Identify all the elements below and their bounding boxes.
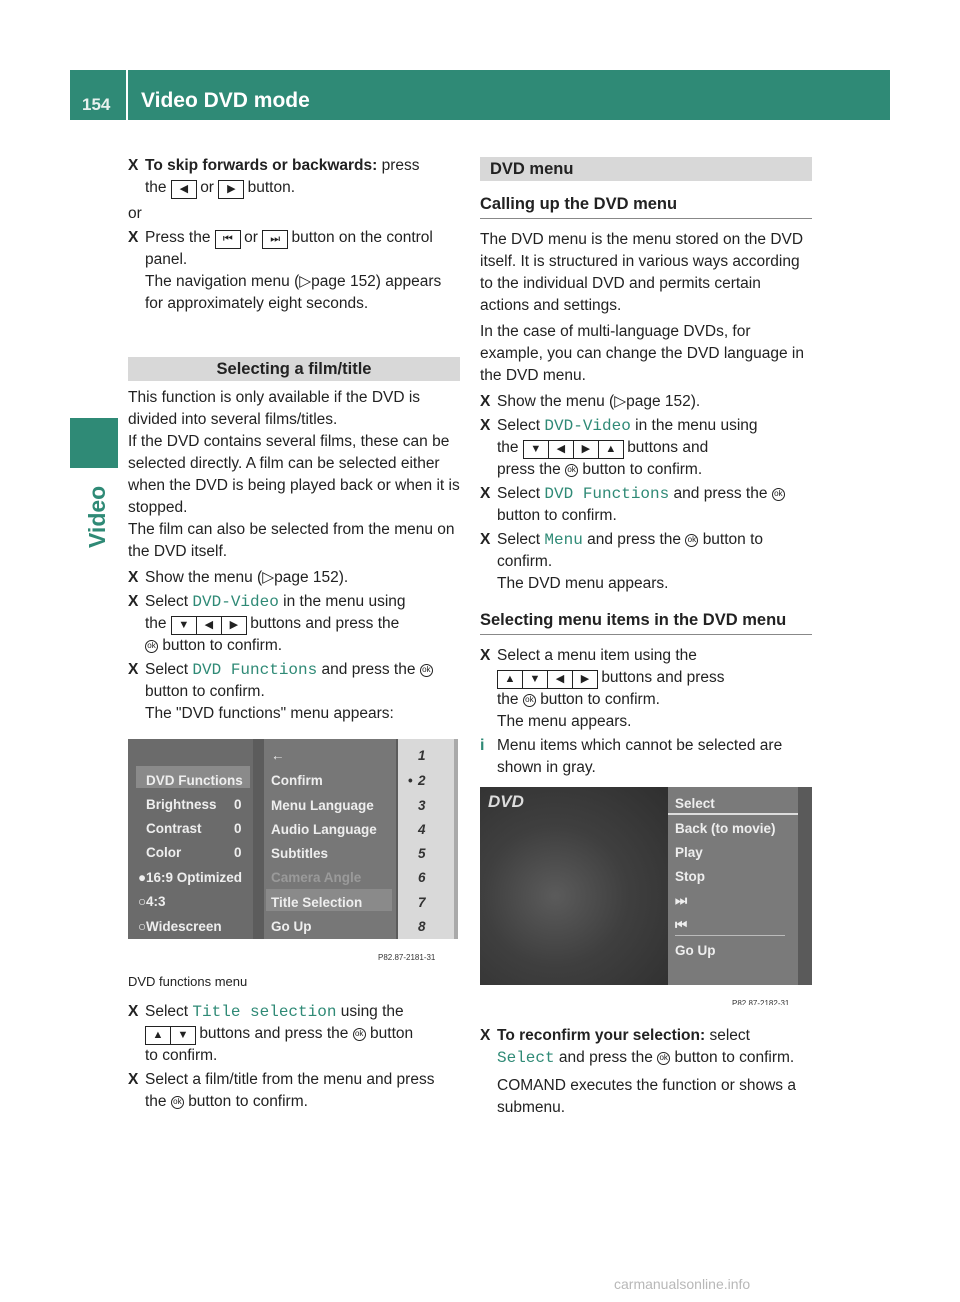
step-text: or [200,179,214,197]
ok-button-icon: ok [685,534,698,547]
figure-caption: DVD functions menu [128,974,248,990]
step-marker: X [128,1003,139,1021]
reconfirm-step [480,1025,812,1119]
screen-menu-item: Color [146,845,182,861]
menu-item-menu: Menu [544,531,583,550]
screen-menu-item: Title Selection [271,895,363,911]
down-arrow-icon: ▼ [170,1026,196,1045]
select-menu-step [480,529,812,595]
step-text: confirm. [497,553,553,571]
ok-button-icon: ok [772,488,785,501]
screen-menu-item: Go Up [675,943,716,959]
screen-menu-item: Widescreen [146,919,222,935]
down-arrow-icon: ▼ [523,440,549,459]
dvd-logo: DVD [488,792,524,812]
dvd-menu-screenshot [480,787,812,1005]
right-arrow-icon: ▶ [573,440,599,459]
subheading-calling-up: Calling up the DVD menu [480,193,812,219]
screen-menu-value: 0 [234,797,242,813]
step-marker: X [128,593,139,611]
screen-menu-item: Subtitles [271,846,329,862]
ok-button-icon: ok [523,694,536,707]
show-menu-step [480,391,812,413]
paragraph: The DVD menu is the menu stored on the DVD itself. It is structured in various ways according to the individual DVD and permits certain actions and settings. [480,231,804,314]
ok-button-icon: ok [353,1028,366,1041]
step-label: To skip forwards or backwards: [145,157,378,174]
select-dvd-video-step [128,591,460,657]
select-title-step [128,1001,460,1067]
screen-menu-item: Confirm [271,773,323,789]
press-step [128,227,460,315]
ok-button-icon: ok [420,664,433,677]
step-text: Show the menu ( [497,393,615,410]
step-result: COMAND executes the function or shows a submenu. [497,1077,796,1117]
info-note [480,735,812,779]
step-result: The navigation menu ( [145,273,300,291]
step-text: and press the [673,485,768,503]
step-marker: X [128,157,139,174]
ok-button-icon: ok [565,464,578,477]
step-text: the [145,179,167,197]
section-tab-block [70,418,118,468]
step-text: using the [340,1003,404,1021]
step-marker: X [480,393,491,410]
step-marker: X [480,647,491,665]
figure-reference-code: P82.87-2181-31 [378,953,436,962]
subheading-selecting-items: Selecting menu items in the DVD menu [480,609,812,635]
screen-number: 1 [418,748,426,764]
step-marker: X [128,229,139,247]
step-text: press [381,157,420,174]
ok-button-icon: ok [657,1052,670,1065]
step-marker: X [128,569,139,587]
select-dvd-functions-step [128,659,460,725]
up-arrow-icon: ▲ [145,1026,171,1045]
screen-number: 3 [418,798,426,814]
step-text: the [497,691,519,709]
figure-reference-code: P82.87-2182-31 [732,999,790,1006]
menu-item-select: Select [497,1049,555,1068]
step-text: buttons and press [601,669,725,687]
screen-number: 7 [418,895,426,911]
radio-empty-icon: ○ [138,894,147,910]
menu-item-dvd-video: DVD-Video [544,417,631,435]
ok-button-icon: ok [171,1096,184,1109]
step-text: button [370,1025,414,1043]
step-text: and press the [558,1049,653,1067]
step-text: page 152). [626,393,701,410]
screen-menu-item: DVD Functions [146,773,243,789]
right-column [480,157,812,1119]
section-heading-dvd-menu: DVD menu [480,157,812,181]
screen-menu-item: Audio Language [271,822,377,838]
page-ref-icon: ▷ [614,393,627,410]
screen-menu-item: Menu Language [271,798,374,814]
step-marker: X [480,417,491,434]
step-text: Show the menu ( [145,569,263,587]
info-icon: i [480,737,485,755]
screen-menu-item: Contrast [146,821,202,837]
page-number: 154 [82,95,111,114]
radio-empty-icon: ○ [138,919,147,935]
next-track-icon: ⏭ [675,893,688,909]
select-dvd-video-step [480,415,812,481]
step-text: button to confirm. [582,461,703,479]
select-film-step [128,1069,460,1113]
left-arrow-icon: ◀ [196,616,222,635]
screen-menu-item: Go Up [271,919,312,935]
menu-item-dvd-video: DVD-Video [192,593,279,612]
paragraph: In the case of multi-language DVDs, for example, you can change the DVD language in the DVD menu. [480,323,804,384]
step-text: select [709,1027,750,1045]
screen-menu-item: Brightness [146,797,217,813]
step-text: button on the control panel. [145,229,433,269]
step-text: in the menu using [283,593,406,611]
step-text: button to confirm. [145,683,265,701]
up-arrow-icon: ▲ [598,440,624,459]
screen-number: 8 [418,919,426,935]
screen-menu-value: 0 [234,821,242,837]
screen-number: 5 [418,846,426,862]
menu-item-dvd-functions: DVD Functions [544,485,670,504]
step-text: Select [497,485,541,503]
step-text: page 152). [274,569,349,587]
screen-menu-item: Back (to movie) [675,821,776,837]
left-arrow-icon: ◀ [548,440,574,459]
screen-menu-item: Stop [675,869,705,885]
step-text: Select [145,1003,189,1021]
step-text: button to confirm. [540,691,660,709]
step-result: The DVD menu appears. [497,575,669,593]
menu-item-dvd-functions: DVD Functions [192,661,318,680]
up-arrow-icon: ▲ [497,670,523,689]
right-arrow-icon: ▶ [218,180,244,199]
header-divider [126,70,128,120]
step-text: button to confirm. [162,637,283,655]
step-result: page 152) appears for approximately eight seconds. [145,273,442,313]
step-text: button. [247,179,296,197]
section-tab-label: Video [84,485,110,548]
paragraph: The film can also be selected from the menu on the DVD itself. [128,521,455,561]
ok-button-icon: ok [145,640,158,653]
step-text: Select [145,661,189,679]
back-arrow-icon: ← [271,748,285,764]
step-marker: X [128,661,139,679]
screen-number: 4 [418,822,426,838]
step-marker: X [128,1071,139,1089]
step-text: buttons and [627,439,709,457]
step-text: the [497,439,519,457]
step-marker: X [480,1027,491,1045]
screen-menu-item: 16:9 Optimized [146,870,243,886]
left-arrow-icon: ◀ [547,670,573,689]
step-text: press the [497,461,561,479]
step-text: and press the [321,661,416,679]
step-text: button to confirm. [188,1093,308,1111]
next-track-icon: ⏭ [262,230,288,249]
select-item-step [480,645,812,733]
screen-menu-item: Select [675,796,715,812]
paragraph: If the DVD contains several films, these can be selected directly. A film can be selected either when the DVD is being played back or when it is stopped. [128,433,460,517]
section-heading-selecting-film: Selecting a film/title [128,357,460,381]
left-column [128,153,460,1113]
down-arrow-icon: ▼ [171,616,197,635]
step-marker: X [480,485,491,503]
select-dvd-functions-step [480,483,812,527]
step-text: Press the [145,229,211,247]
page-ref-icon: ▷ [299,273,312,291]
step-text: button to [702,531,764,549]
step-text: button to confirm. [674,1049,795,1067]
step-label: To reconfirm your selection: [497,1027,706,1045]
right-arrow-icon: ▶ [221,616,247,635]
step-text: Select [497,531,541,549]
screen-menu-item-disabled: Camera Angle [271,870,362,886]
step-text: buttons and press the [250,615,400,633]
screen-menu-item: Play [675,845,703,861]
step-text: buttons and press the [199,1025,349,1043]
site-watermark: carmanualsonline.info [614,1276,751,1292]
screen-menu-value: 0 [234,845,242,861]
screen-menu-item: 4:3 [146,894,166,910]
step-text: or [244,229,258,247]
skip-step [128,155,460,199]
step-text: and press the [587,531,682,549]
step-result: The "DVD functions" menu appears: [145,705,394,723]
step-text: button to confirm. [497,507,617,525]
step-result: The menu appears. [497,713,632,731]
previous-track-icon: ⏮ [675,917,688,933]
step-text: Select [497,417,541,434]
step-marker: X [480,531,491,549]
screen-number: 6 [418,870,426,886]
radio-selected-icon: ● [138,870,147,886]
step-text: in the menu using [635,417,758,434]
step-text: Select a film/title from the menu and press the [145,1071,435,1111]
dvd-functions-screenshot [128,739,458,961]
step-text: the [145,615,167,633]
or-text: or [128,205,142,223]
page-ref-icon: ▷ [262,569,275,587]
step-text: Select a menu item using the [497,647,697,665]
previous-track-icon: ⏮ [215,230,241,249]
step-text: to confirm. [145,1047,218,1065]
page-title: Video DVD mode [141,89,310,112]
paragraph: This function is only available if the DVD is divided into several films/titles. [128,389,421,429]
screen-number: 2 [418,773,426,789]
radio-selected-icon: • [408,773,413,789]
right-arrow-icon: ▶ [572,670,598,689]
left-arrow-icon: ◀ [171,180,197,199]
menu-item-title-selection: Title selection [192,1003,337,1022]
show-menu-step [128,567,460,589]
step-text: Select [145,593,189,611]
info-text: Menu items which cannot be selected are shown in gray. [497,737,783,777]
down-arrow-icon: ▼ [522,670,548,689]
